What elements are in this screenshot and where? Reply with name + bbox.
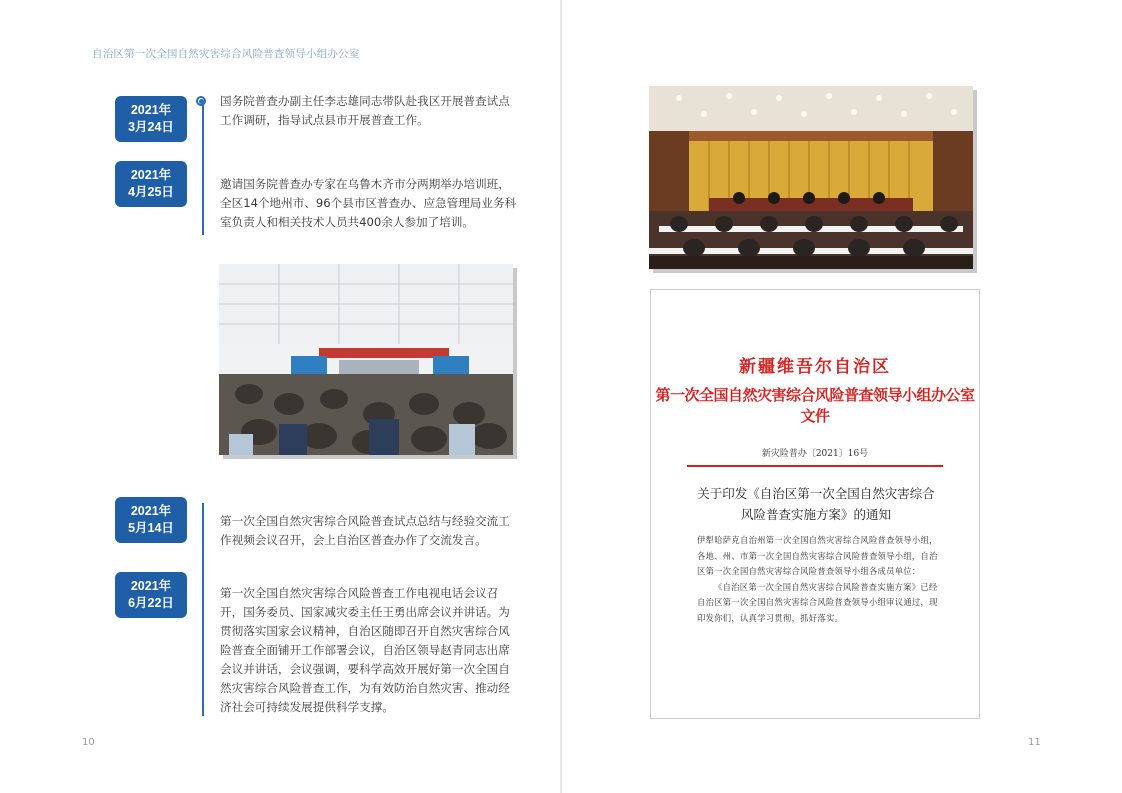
date-badge-year: 2021年: [130, 168, 172, 182]
timeline-line-top: [202, 101, 204, 235]
date-badge-day: 6月22日: [128, 596, 174, 610]
event-text-3: 第一次全国自然灾害综合风险普查试点总结与经验交流工作视频会议召开，会上自治区普查办作了交流发言。: [220, 514, 510, 547]
date-badge-day: 3月24日: [128, 120, 174, 134]
date-badge-year: 2021年: [130, 504, 172, 518]
document-recipients: 伊犁哈萨克自治州第一次全国自然灾害综合风险普查领导小组，各地、州、市第一次全国自然灾害综合风险普查领导小组，自治区第一次全国自然灾害综合风险普查领导小组各成员单位：: [697, 535, 938, 576]
date-badge-year: 2021年: [130, 579, 172, 593]
training-session-photo: [219, 264, 513, 455]
document-heading-line2: 风险普查实施方案》的通知: [740, 507, 891, 522]
date-badge-day: 5月14日: [128, 521, 174, 535]
document-heading-line1: 关于印发《自治区第一次全国自然灾害综合: [697, 486, 935, 501]
left-page-number: 10: [82, 737, 95, 748]
date-badge-3: [115, 497, 187, 543]
document-ref-number: 新灾险普办〔2021〕16号: [761, 449, 869, 459]
date-badge-2: [115, 161, 187, 207]
document-issuer-line2: 第一次全国自然灾害综合风险普查领导小组办公室文件: [655, 386, 975, 425]
conference-hall-photo: [649, 86, 973, 269]
document-issuer-line1: 新疆维吾尔自治区: [739, 357, 891, 377]
document-heading: [681, 483, 951, 525]
document-red-rule: [687, 465, 943, 467]
page-header-title: 自治区第一次全国自然灾害综合风险普查领导小组办公室: [92, 48, 360, 60]
date-badge-1: [115, 96, 187, 142]
timeline-line-bottom: [202, 503, 204, 716]
date-badge-4: [115, 572, 187, 618]
event-text-4: 第一次全国自然灾害综合风险普查工作电视电话会议召开，国务委员、国家减灾委主任王勇出席会议并讲话。为贯彻落实国家会议精神，自治区随即召开自然灾害综合风险普查全面铺开工作部署会议，自治区领导赵青同志出席会议并讲话，会议强调，要科学高效开展好第一次全国自然灾害综合风险普查工作，为有效防治自然灾害、推动经济社会可持续发展提供科学支撑。: [220, 586, 510, 714]
document-body-text: 《自治区第一次全国自然灾害综合风险普查实施方案》已经自治区第一次全国自然灾害综合风险普查领导小组审议通过，现印发你们，认真学习贯彻，抓好落实。: [697, 581, 938, 623]
event-text-2: 邀请国务院普查办专家在乌鲁木齐市分两期举办培训班，全区14个地州市、96个县市区普查办、应急管理局业务科室负责人和相关技术人员共400余人参加了培训。: [220, 177, 517, 229]
date-badge-year: 2021年: [130, 103, 172, 117]
event-text-1: 国务院普查办副主任李志雄同志带队赴我区开展普查试点工作调研，指导试点县市开展普查工作。: [220, 94, 510, 127]
document-body: [697, 533, 943, 626]
date-badge-day: 4月25日: [128, 185, 174, 199]
official-document: [650, 289, 980, 719]
right-page-number: 11: [1028, 737, 1041, 748]
timeline-start-dot-core: [199, 99, 204, 104]
